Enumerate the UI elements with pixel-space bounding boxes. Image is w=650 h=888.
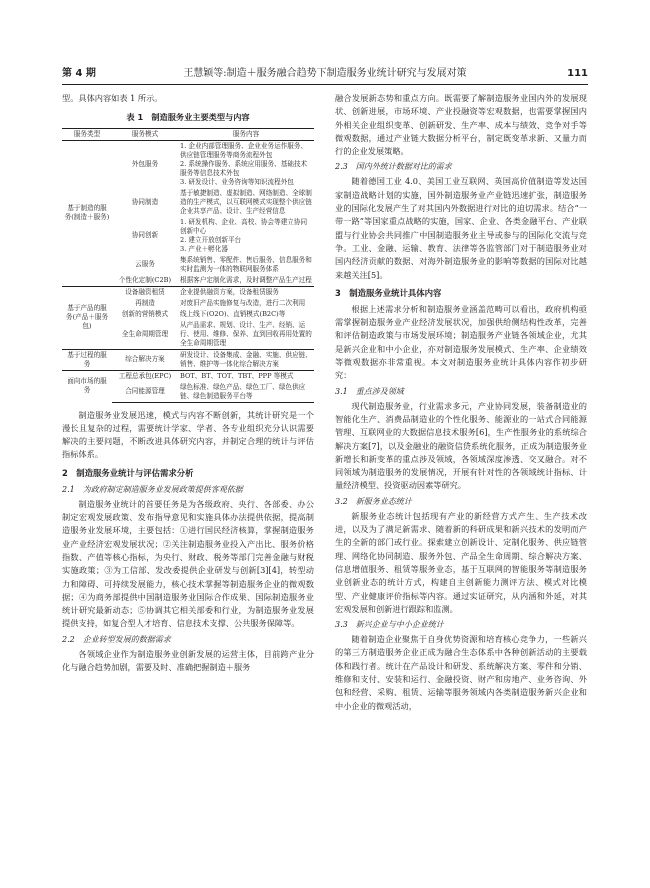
left-column (62, 92, 314, 674)
intro-text: 型。具体内容如表 1 所示。 (62, 93, 163, 103)
table-cell-mode: 全生命周期管理 (121, 329, 169, 338)
table-cell-mode: 综合解决方案 (112, 349, 178, 370)
table-cell-content: 基于敏捷制造、虚拟制造、网络制造、全球制造的生产模式，以互联网模式实现整个供应链企业共享产品、设计、生产经营信息 (180, 188, 312, 215)
paragraph: 新服务业态统计包括现有产业的新经营方式产生、生产技术改进，以及为了满足新需求、随着新的科研成果和新兴技术的发明而产生的全新的部门或行业。探索建立创新设计、定制化服务、供应链管理、网络化协同制造、服务外包、产品全生命周期、综合解决方案、信息增值服务、租赁等服务业态，基于互联网的智能服务等制造服务业创新业态的统计方式，构建自主创新能力测评方法、模式对比模型、产业健康评价指标等内容。通过实证研究，从内涵和外延，对其宏观发展和创新进行跟踪和监测。 (335, 510, 587, 614)
table-row (62, 140, 314, 188)
table-cell-content: 1. 企业内部管理服务、企业业务运作服务、供应链管理服务等商务流程外包 2. 系统操作服务、系统应用服务、基础技术服务等信息技术外包 3. 研发设计、业务咨询等知识流程外包 (180, 141, 308, 186)
subsection-heading: 2.3 国内外统计数据对比的需求 (335, 162, 452, 172)
table-header-cell: 服务模式 (112, 128, 178, 140)
table-cell-type: 基于制造的服务(制造＋服务) (64, 204, 110, 222)
table-cell-mode: 云服务 (135, 260, 155, 269)
table-cell-content: 对废旧产品实施修复与改造，进行二次利用 (180, 298, 306, 307)
table-cell-content: 1. 研发机构、企业、高校、协会等建立协同创新中心 2. 建立开放创新平台 3. 产业＋孵化器 (180, 217, 308, 253)
subsection-heading: 2.1 为政府制定制造服务业发展政策提供客观依据 (62, 484, 243, 494)
paragraph: 随着德国工业 4.0、美国工业互联网、英国高价值制造等发达国家制造战略计划的实施，国外制造服务业产业链迅速扩张，制造服务业的国际化发展产生了对其国内外数据进行对比的迫切需求。结合“一带一路”等国家重点战略的实施，国家、企业、各类金融平台、产业联盟与行业协会共同推广中国制造服务业主导或参与的国际化交流与竞争。工业、金融、运输、教育、法律等各监管部门对于制造服务业对国内经济贡献的数据、对海外制造服务业的影响等数据的国际对比越来越关注[5]。 (335, 176, 587, 280)
table-cell-mode: 工程总承包(EPC) (112, 370, 178, 382)
table-cell-content: 研发设计、设备集成、金融、实施、供应链、销售、维护等一体化综合解决方案 (178, 349, 314, 370)
table-cell-content: 绿色标准、绿色产品、绿色工厂、绿色供应链、绿色制造服务平台等 (178, 382, 314, 403)
table-cell-content: BOT、BT、TOT、TBT、PPP 等模式 (178, 370, 314, 382)
table-cell-mode: 设备融资租赁 (112, 286, 178, 298)
table-cell-mode: 外包服务 (131, 159, 159, 168)
table-header-cell: 服务内容 (178, 128, 314, 140)
table-cell-mode: 协同创新 (131, 231, 159, 240)
table-row (62, 349, 314, 370)
table-title: 表 1 制造服务业主要类型与内容 (126, 112, 250, 123)
paragraph: 根据上述需求分析和制造服务业涵盖范畴可以看出，政府机构亟需掌握制造服务业产业经济发展状况，加强供给侧结构性改革，完善和评估制造政策与市场发展环境；制造服务产业链各领域企业，尤其是新兴企业和中小企业，亦对制造服务发展模式、生产率、企业绩效等微观数据亦非常重视。本文对制造服务业统计具体内容作初步研究： (335, 303, 587, 381)
table-header-row (62, 128, 314, 140)
subsection-heading: 3.3 新兴企业与中小企业统计 (335, 620, 444, 630)
paragraph: 各领域企业作为制造服务业创新发展的运营主体，目前跨产业分化与融合趋势加剧，需要及时、准确把握制造＋服务 (62, 648, 314, 673)
table-cell-content: 集系统销售、零配件、售后服务、信息服务和实时监测为一体的物联网服务体系 (180, 255, 312, 273)
section-heading: 2 制造服务业统计与评估需求分析 (62, 467, 194, 478)
table-cell-mode: 协同制造 (131, 197, 159, 206)
table-header-cell: 服务类型 (62, 128, 112, 140)
paragraph: 融合发展新态势和重点方向。既需要了解制造服务业国内外的发展现状、创新进展，市场环境、产业投融资等宏观数据，也需要掌握国内外相关企业组织变革、创新研发、生产率、成本与绩效、竞争对手等微观数据，通过产业链大数据分析平台，制定既变革求新、又量力而行的企业发展策略。 (335, 93, 587, 157)
table-cell-type: 基于产品的服务(产品＋服务包) (62, 286, 112, 349)
right-column (335, 92, 587, 713)
table-cell-mode: 个性化定制(C2B) (118, 275, 172, 284)
table-cell-content: 根据客户定制化需求，及时调整产品生产过程 (180, 275, 312, 284)
subsection-heading: 3.2 新服务业态统计 (335, 496, 412, 506)
table-cell-content: 线上线下(O2O)、直销模式(B2C)等 (180, 309, 286, 318)
table-row (62, 286, 314, 298)
paragraph: 制造服务业统计的首要任务是为各级政府、央行、各部委、办公制定宏观发展政策、发布指导意见和实施具体办法提供依据，提高制造服务业发展环境，主要包括：①进行国民经济核算，掌握制造服务业产业经济宏观发展状况；②关注制造服务业投入产出比、服务价格指数、产值等核心指标，为央行、财政、税务等部门完善金融与财税实施政策；③为工信部、发改委提供企业研发与创新[3][4]，转型动力和障碍、可持续发展能力，核心技术掌握等制造服务企业的微观数据；④为商务部提供中国制造服务业国际合作成果、国际制造服务业统计研究最新动态；⑤协调其它相关部委和行业，为制造服务业发展提供支持，如复合型人才培育、信息技术支撑、公共服务保障等。 (62, 498, 314, 629)
table-cell-content: 企业提供融资方案，设备租赁服务 (178, 286, 314, 298)
paragraph: 现代制造服务业，行业需求多元，产业协同发展，装备制造业的智能化生产、消费品制造业的个性化服务、能源业的一站式合同能源管理、互联网业的大数据信息技术服务[6]，生产性服务业的系统综合解决方案[7]，以及金融业的融资信贷系统化服务，正成为制造服务业新增长和新变革的重点涉及领域，各领域深度渗透、交叉融合。对不同领域为制造服务的发展情况，开展有针对性的各领域统计指标、计量经济模型、投资驱动因素等研究。 (335, 400, 587, 491)
page-number: 111 (567, 68, 588, 79)
table-cell-mode: 合同能源管理 (112, 382, 178, 403)
table-cell-type: 基于过程的服务 (62, 349, 112, 370)
issue-number: 第 4 期 (62, 68, 96, 79)
table-cell-type: 面向市场的服务 (62, 370, 112, 402)
paragraph: 随着制造企业聚焦于自身优势资源和培育核心竞争力，一些新兴的第三方制造服务企业正成为融合生态体系中各种创新活动的主要载体和践行者。统计在产品设计和研发、系统解决方案、零件和分销、维修和支付、安装和运行、金融投资、财产和房地产、业务咨询、外包和经营、采购、租赁、运输等服务领域内各类制造服务新兴企业和中小企业的微观活动， (335, 634, 587, 711)
service-types-table (62, 128, 314, 403)
running-header (62, 66, 588, 85)
subsection-heading: 3.1 重点涉及领域 (335, 386, 404, 396)
table-cell-mode: 创新的营销模式 (121, 309, 169, 318)
running-title: 王慧颖等:制造＋服务融合趋势下制造服务业统计研究与发展对策 (183, 68, 467, 79)
table-cell-content: 从产品需求、规划、设计、生产、经销、运行、使用、维修、保养、直到回收再用处置的全生命周期管理 (180, 320, 312, 347)
table-row (62, 370, 314, 382)
table-cell-mode: 再制造 (135, 298, 155, 307)
subsection-heading: 2.2 企业转型发展的数据需求 (62, 634, 171, 644)
section-heading: 3 制造服务业统计具体内容 (335, 287, 442, 298)
paragraph: 制造服务业发展迅速，模式与内容不断创新，其统计研究是一个漫长且复杂的过程，需要统计学家、学者、各专业组织充分认识需要解决的主要问题，不断改进具体研究内容，并制定合理的统计与评估指标体系。 (62, 409, 314, 460)
